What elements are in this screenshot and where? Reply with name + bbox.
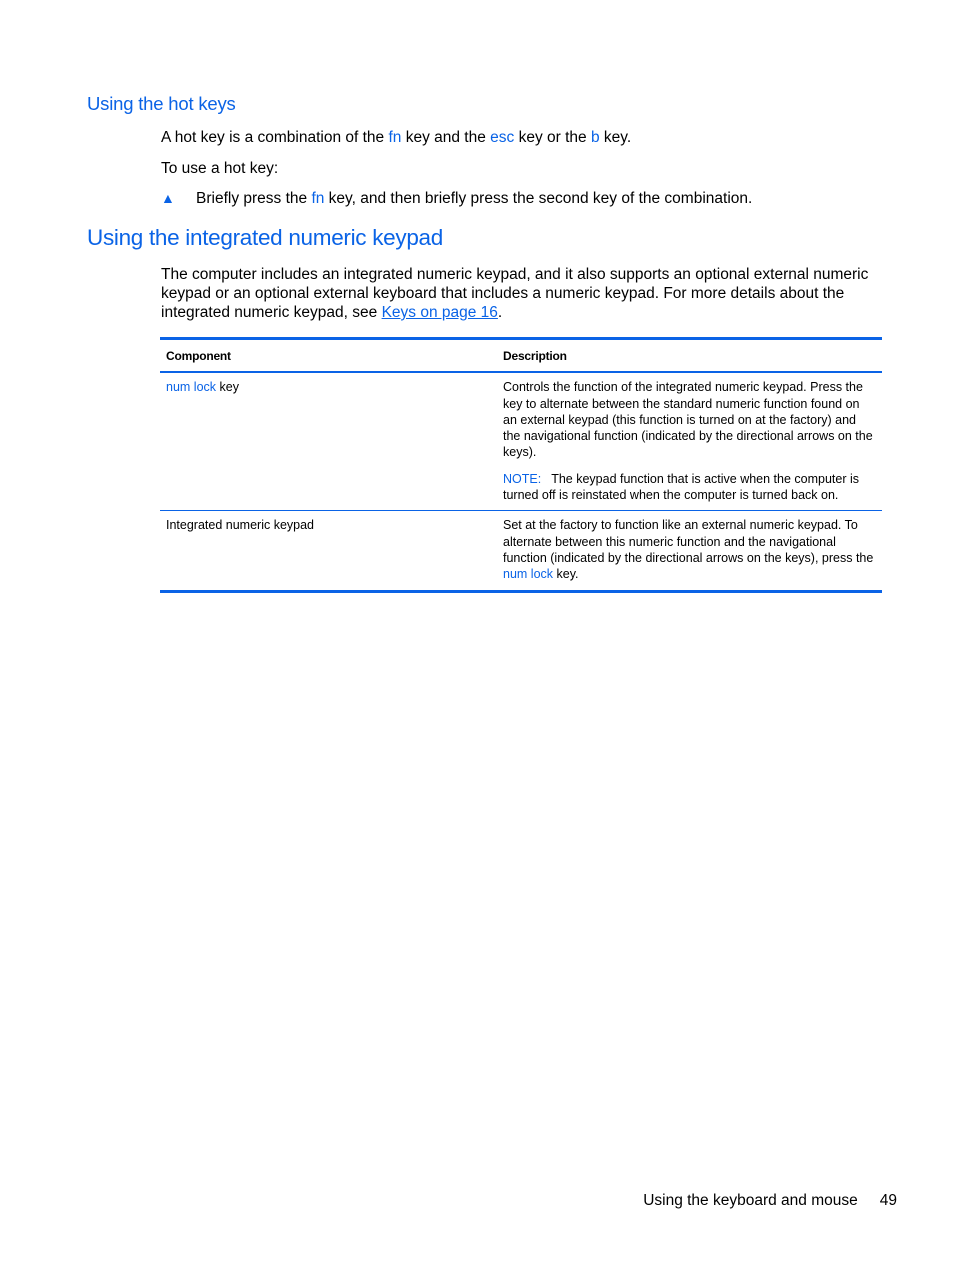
intro-text-1: A hot key is a combination of the	[161, 129, 389, 146]
description-cell	[497, 511, 882, 591]
hot-keys-intro	[161, 128, 631, 147]
footer-section-title: Using the keyboard and mouse	[643, 1192, 858, 1209]
description-cell	[497, 372, 882, 511]
page-footer	[643, 1192, 897, 1210]
num-lock-key-label: num lock	[166, 380, 217, 395]
keypad-description-start: Set at the factory to function like an external numeric keypad. To alternate between this numeric function and the navigational function (indicated by the directional arrows on the keys), press the	[503, 518, 874, 565]
keypad-intro-end: .	[497, 304, 503, 321]
b-key-label: b	[590, 129, 600, 146]
esc-key-label: esc	[490, 129, 515, 146]
use-hot-key-label: To use a hot key:	[161, 160, 279, 177]
table-row	[160, 372, 882, 511]
note	[503, 471, 876, 504]
hot-key-step	[196, 189, 752, 208]
note-text: The keypad function that is active when the computer is turned off is reinstated when the computer is turned back on.	[503, 471, 860, 503]
fn-key-label: fn	[388, 129, 402, 146]
keypad-intro	[161, 265, 881, 322]
step-fn-key-label: fn	[311, 190, 325, 207]
num-lock-key-label: num lock	[503, 567, 554, 582]
triangle-bullet-icon: ▲	[161, 190, 175, 206]
component-column-header: Component	[160, 339, 497, 373]
intro-text-2: key and the	[401, 129, 491, 146]
page-number: 49	[879, 1192, 897, 1209]
keys-page-link[interactable]: Keys on page 16	[381, 304, 498, 321]
keypad-component-table	[160, 337, 882, 593]
table-header-row	[160, 339, 882, 373]
keypad-intro-text: The computer includes an integrated numeric keypad, and it also supports an optional external numeric keypad or an optional external keyboard that includes a numeric keypad. For more details about the integrated numeric keypad, see	[161, 266, 869, 321]
num-lock-description: Controls the function of the integrated numeric keypad. Press the key to alternate between the standard numeric function found on an external keypad (this function is turned on at the factory) and the navigational function (indicated by the directional arrows on the keys).	[503, 380, 873, 460]
description-column-header: Description	[497, 339, 882, 373]
keypad-heading: Using the integrated numeric keypad	[87, 225, 443, 250]
intro-text-4: key.	[599, 129, 632, 146]
note-label: NOTE:	[503, 471, 542, 486]
keypad-description-end: key.	[553, 567, 579, 582]
hot-keys-heading: Using the hot keys	[87, 93, 236, 114]
step-text-1: Briefly press the	[196, 190, 312, 207]
component-cell: Integrated numeric keypad	[166, 518, 315, 533]
intro-text-3: key or the	[514, 129, 591, 146]
table-row	[160, 511, 882, 591]
component-suffix: key	[216, 380, 239, 395]
component-cell	[160, 372, 497, 511]
step-text-2: key, and then briefly press the second key of the combination.	[324, 190, 753, 207]
